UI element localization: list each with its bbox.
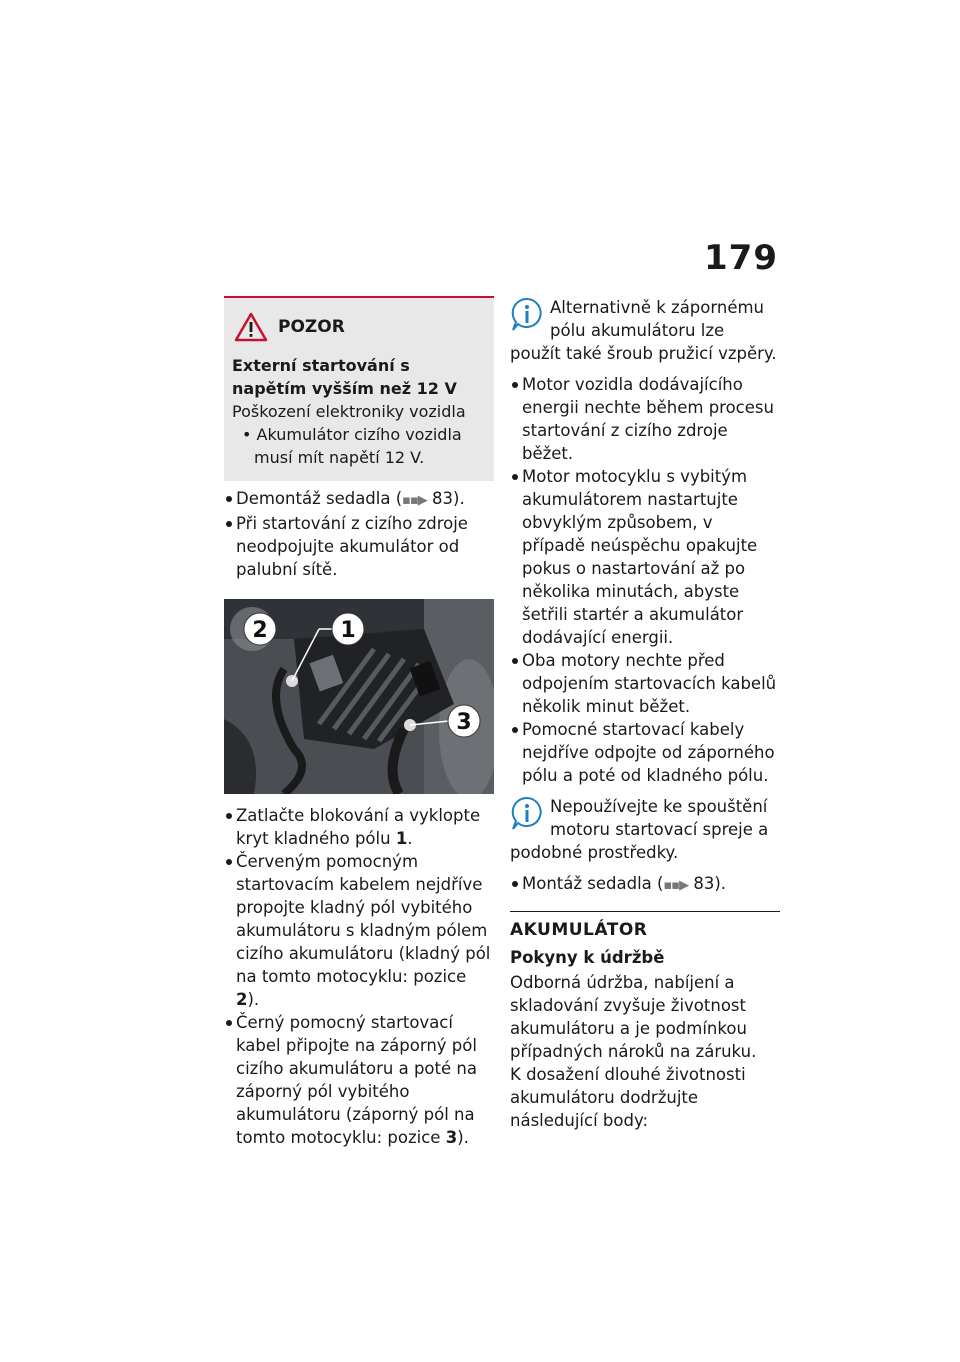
list-item: Motor vozidla dodávajícího energii nechte během procesu startování z cizího zdroje běžet. bbox=[510, 373, 780, 465]
warning-heading: Externí startování s napětím vyšším než 12 V bbox=[232, 356, 457, 398]
figure-label-1: 1 bbox=[340, 618, 356, 643]
list-item bbox=[224, 804, 494, 850]
list-item-end: ). bbox=[714, 874, 727, 893]
section-divider bbox=[510, 911, 780, 912]
list-item-end: ). bbox=[453, 489, 465, 508]
list-item bbox=[510, 872, 780, 897]
section-paragraph-1: Odborná údržba, nabíjení a skladování zvyšuje životnost akumulátoru a je podmínkou případných nároků na záruku. bbox=[510, 973, 757, 1061]
position-number: 1 bbox=[395, 829, 408, 848]
info-icon bbox=[510, 296, 544, 336]
list-item-text: Montáž sedadla ( bbox=[522, 874, 664, 893]
warning-bullet-text: Akumulátor cizího vozidla musí mít napětí 12 V. bbox=[254, 425, 462, 467]
battery-photo bbox=[224, 599, 494, 794]
warning-bullet: • Akumulátor cizího vozidla musí mít napětí 12 V. bbox=[242, 425, 462, 467]
page-ref[interactable]: 83 bbox=[693, 874, 715, 893]
section-paragraph-2: K dosažení dlouhé životnosti akumulátoru dodržujte následující body: bbox=[510, 1065, 746, 1130]
warning-title: POZOR bbox=[278, 316, 345, 337]
list-item-end: ). bbox=[457, 1128, 469, 1147]
position-number: 2 bbox=[236, 990, 248, 1009]
list-item-end: ). bbox=[247, 990, 260, 1009]
left-column bbox=[224, 296, 494, 1149]
list-item-end: . bbox=[407, 829, 413, 848]
info-icon bbox=[510, 795, 544, 835]
warning-header bbox=[234, 312, 484, 342]
battery-figure bbox=[224, 599, 494, 794]
list-item: Motor motocyklu s vybitým akumulátorem nastartujte obvyklým způsobem, v případě neúspěchu opakujte pokus o nastartování až po několika minutách, abyste šetřili startér a akumulátor dodávající energii. bbox=[510, 465, 780, 649]
section-subtitle: Pokyny k údržbě bbox=[510, 948, 665, 967]
list-item: Oba motory nechte před odpojením startovacích kabelů několik minut běžet. bbox=[510, 649, 780, 718]
list-item: Při startování z cizího zdroje neodpojujte akumulátor od palubní sítě. bbox=[224, 512, 494, 581]
position-number: 3 bbox=[445, 1128, 458, 1147]
list-item: Pomocné startovací kabely nejdříve odpojte od záporného pólu a poté od kladného pólu. bbox=[510, 718, 780, 787]
page-number: 179 bbox=[704, 238, 778, 278]
list-item bbox=[224, 487, 494, 512]
page-ref-arrow-icon: ▪▪▶ bbox=[663, 878, 689, 893]
list-item-text: Zatlačte blokování a vyklopte kryt kladného pólu bbox=[236, 806, 481, 848]
info-note-2 bbox=[510, 795, 780, 864]
section-title: AKUMULÁTOR bbox=[510, 920, 648, 940]
left-list-1 bbox=[224, 487, 494, 581]
right-list-2 bbox=[510, 872, 780, 897]
list-item-text: Černý pomocný startovací kabel připojte na záporný pól cizího akumulátoru a poté na záporný pól vybitého akumulátoru (záporný pól na tomto motocyklu: pozice bbox=[236, 1013, 477, 1147]
page-ref[interactable]: 83 bbox=[432, 489, 454, 508]
right-list-1 bbox=[510, 373, 780, 787]
list-item-text: Červeným pomocným startovacím kabelem nejdříve propojte kladný pól vybitého akumulátoru s kladným pólem cizího akumulátoru (kladný pól na tomto motocyklu: pozice bbox=[236, 852, 491, 986]
list-item bbox=[224, 850, 494, 1011]
info-note-1 bbox=[510, 296, 780, 365]
warning-text: Poškození elektroniky vozidla bbox=[232, 402, 466, 421]
warning-box bbox=[224, 296, 494, 481]
left-list-2 bbox=[224, 804, 494, 1149]
info-note-1-text: Alternativně k zápornému pólu akumulátoru lze použít také šroub pružicí vzpěry. bbox=[510, 298, 777, 363]
list-item bbox=[224, 1011, 494, 1149]
warning-triangle-icon bbox=[234, 312, 268, 342]
info-note-2-text: Nepoužívejte ke spouštění motoru startovací spreje a podobné prostředky. bbox=[510, 797, 769, 862]
figure-label-3: 3 bbox=[456, 710, 472, 735]
page-ref-arrow-icon: ▪▪▶ bbox=[402, 493, 427, 508]
list-item-text: Demontáž sedadla ( bbox=[236, 489, 403, 508]
right-column bbox=[510, 296, 780, 1132]
figure-label-2: 2 bbox=[252, 618, 268, 643]
